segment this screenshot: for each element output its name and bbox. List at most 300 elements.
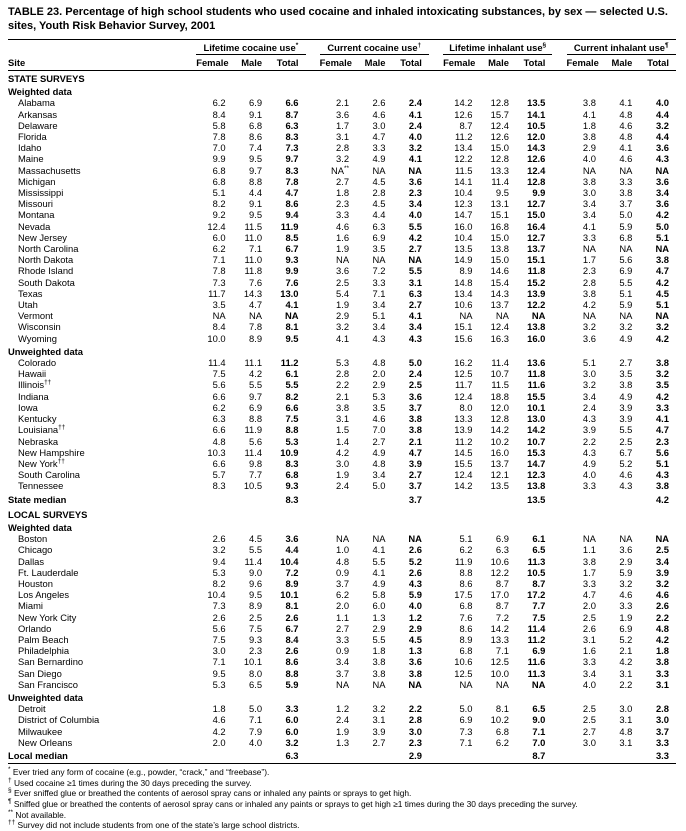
spacer <box>429 436 443 447</box>
value-cell: 15.3 <box>527 446 546 458</box>
site-cell: Iowa <box>18 401 38 413</box>
spacer <box>552 578 566 589</box>
spacer <box>186 288 196 299</box>
value-cell: 10.4 <box>454 231 473 243</box>
value-cell: 8.2 <box>285 390 299 402</box>
table-row <box>8 533 676 544</box>
value-cell: 5.5 <box>372 555 386 567</box>
value-cell: 11.2 <box>454 131 473 143</box>
spacer <box>306 413 320 424</box>
value-cell: 15.0 <box>490 231 509 243</box>
value-cell: 9.9 <box>285 265 299 277</box>
value-cell: 4.0 <box>249 736 263 748</box>
value-cell: 3.7 <box>408 401 422 413</box>
value-cell: 7.8 <box>212 265 226 277</box>
value-cell: 2.4 <box>582 401 596 413</box>
value-cell: 1.8 <box>336 187 350 199</box>
site-cell: Colorado <box>18 357 57 369</box>
value-cell: 4.4 <box>655 108 669 120</box>
column-header: Total <box>639 55 676 71</box>
value-cell: 8.8 <box>285 424 299 436</box>
value-cell: 16.8 <box>490 220 509 232</box>
value-cell: 4.6 <box>372 108 386 120</box>
spacer <box>186 567 196 578</box>
value-cell: 7.1 <box>372 287 386 299</box>
spacer <box>306 221 320 232</box>
value-cell: 2.6 <box>408 544 422 556</box>
site-cell: Palm Beach <box>18 633 69 645</box>
value-cell: 6.7 <box>619 446 633 458</box>
value-cell: 9.5 <box>212 667 226 679</box>
table-row <box>8 634 676 645</box>
spacer <box>306 333 320 344</box>
table-row <box>8 198 676 209</box>
table-body <box>8 71 676 764</box>
value-cell: 6.2 <box>495 736 509 748</box>
spacer <box>552 589 566 600</box>
spacer <box>306 447 320 458</box>
footnote: ** Not available. <box>8 808 67 820</box>
value-cell: 7.3 <box>285 142 299 154</box>
value-cell: 3.3 <box>336 633 350 645</box>
site-cell: Texas <box>18 287 43 299</box>
spacer <box>429 737 443 748</box>
spacer <box>306 492 320 507</box>
value-cell: 3.0 <box>655 714 669 726</box>
site-cell: North Dakota <box>18 254 74 266</box>
site-cell: New Orleans <box>18 736 73 748</box>
spacer <box>186 310 196 321</box>
value-cell: 8.7 <box>532 577 546 589</box>
value-cell: 11.8 <box>527 265 546 277</box>
spacer <box>552 333 566 344</box>
value-cell: 1.2 <box>408 611 422 623</box>
value-cell: 16.0 <box>527 332 546 344</box>
value-cell: 2.9 <box>619 555 633 567</box>
value-cell: 4.3 <box>619 480 633 492</box>
value-cell: NA <box>284 310 299 322</box>
value-cell: 1.3 <box>408 645 422 657</box>
spacer <box>306 357 320 368</box>
site-cell: Houston <box>18 577 53 589</box>
spacer <box>429 645 443 656</box>
spacer <box>429 277 443 288</box>
value-cell: 7.6 <box>285 276 299 288</box>
table-row <box>8 97 676 108</box>
value-cell: 8.1 <box>285 321 299 333</box>
spacer <box>306 645 320 656</box>
value-cell: 3.9 <box>408 457 422 469</box>
spacer <box>186 578 196 589</box>
table-row <box>8 277 676 288</box>
table-row <box>8 447 676 458</box>
value-cell: 6.3 <box>269 748 305 764</box>
spacer <box>552 480 566 491</box>
value-cell: 5.0 <box>619 209 633 221</box>
value-cell: 3.2 <box>582 321 596 333</box>
value-cell: 17.5 <box>454 589 473 601</box>
spacer <box>429 600 443 611</box>
spacer <box>552 131 566 142</box>
value-cell: 8.7 <box>495 577 509 589</box>
table-row <box>8 120 676 131</box>
value-cell: 7.5 <box>532 611 546 623</box>
value-cell: 3.2 <box>655 321 669 333</box>
value-cell: 10.4 <box>454 187 473 199</box>
value-cell: 3.1 <box>336 413 350 425</box>
value-cell: 7.7 <box>249 469 263 481</box>
value-cell: 14.1 <box>527 108 546 120</box>
value-cell: 2.1 <box>336 97 350 109</box>
value-cell: 13.9 <box>527 287 546 299</box>
value-cell: 14.2 <box>454 480 473 492</box>
value-cell: 1.3 <box>372 611 386 623</box>
value-cell: 11.5 <box>454 164 473 176</box>
spacer <box>186 480 196 491</box>
table-row <box>8 413 676 424</box>
value-cell: NA <box>249 310 263 322</box>
value-cell: 9.6 <box>249 577 263 589</box>
table-row <box>8 469 676 480</box>
spacer <box>186 333 196 344</box>
value-cell: 10.3 <box>207 446 226 458</box>
value-cell: 6.1 <box>285 368 299 380</box>
footnotes <box>8 767 678 831</box>
value-cell: 4.2 <box>655 209 669 221</box>
value-cell: 5.8 <box>372 589 386 601</box>
section-heading-row <box>8 84 676 97</box>
value-cell: 15.0 <box>490 254 509 266</box>
spacer <box>186 424 196 435</box>
value-cell: 11.9 <box>280 220 299 232</box>
value-cell: 7.1 <box>532 725 546 737</box>
value-cell: 8.7 <box>459 119 473 131</box>
spacer <box>429 544 443 555</box>
value-cell: 13.5 <box>490 480 509 492</box>
value-cell: 11.5 <box>491 379 509 391</box>
value-cell: 14.2 <box>527 424 546 436</box>
site-cell: Illinois†† <box>18 379 52 391</box>
column-header: Male <box>356 55 392 71</box>
value-cell: 3.2 <box>655 577 669 589</box>
value-cell: 9.0 <box>249 566 263 578</box>
spacer <box>429 187 443 198</box>
spacer <box>552 391 566 402</box>
value-cell: 1.9 <box>336 243 350 255</box>
value-cell: 9.1 <box>249 198 263 210</box>
value-cell <box>603 748 639 764</box>
value-cell: 15.2 <box>527 276 546 288</box>
value-cell <box>233 748 269 764</box>
spacer <box>429 458 443 469</box>
value-cell: 7.3 <box>459 725 473 737</box>
site-cell: Orlando <box>18 622 52 634</box>
value-cell: 2.5 <box>582 714 596 726</box>
spacer <box>429 679 443 690</box>
value-cell: 4.5 <box>249 533 263 545</box>
value-cell <box>480 492 516 507</box>
table-title: TABLE 23. Percentage of high school students who used cocaine and inhaled intoxicating substances, by sex — selected U.S. sites, Youth Risk Behavior Survey, 2001 <box>8 6 668 32</box>
section-heading: Weighted data <box>8 86 72 98</box>
value-cell: 8.7 <box>495 600 509 612</box>
value-cell: 4.8 <box>336 555 350 567</box>
value-cell: 2.2 <box>408 703 422 715</box>
spacer <box>552 277 566 288</box>
value-cell: 6.3 <box>212 413 226 425</box>
value-cell: 11.2 <box>527 633 546 645</box>
value-cell: 4.0 <box>408 209 422 221</box>
spacer <box>186 55 196 71</box>
spacer <box>552 492 566 507</box>
value-cell: 3.3 <box>655 667 669 679</box>
spacer <box>552 679 566 690</box>
value-cell: 1.8 <box>372 645 386 657</box>
spacer <box>552 645 566 656</box>
value-cell: 13.6 <box>527 357 546 369</box>
spacer <box>306 589 320 600</box>
value-cell: 6.8 <box>459 645 473 657</box>
spacer <box>186 436 196 447</box>
value-cell: 3.4 <box>655 187 669 199</box>
value-cell: 6.0 <box>372 600 386 612</box>
value-cell: 10.2 <box>490 714 509 726</box>
value-cell: 3.2 <box>582 379 596 391</box>
section-heading: Unweighted data <box>8 691 84 703</box>
spacer <box>552 40 566 55</box>
value-cell: 2.2 <box>655 611 669 623</box>
spacer <box>552 544 566 555</box>
value-cell: 9.7 <box>285 153 299 165</box>
spacer <box>429 447 443 458</box>
spacer <box>186 254 196 265</box>
spacer <box>306 97 320 108</box>
value-cell: 4.4 <box>655 131 669 143</box>
value-cell: 3.0 <box>582 187 596 199</box>
section-heading: LOCAL SURVEYS <box>8 508 88 520</box>
value-cell: 2.0 <box>336 600 350 612</box>
site-cell: Detroit <box>18 703 46 715</box>
table-row <box>8 321 676 332</box>
value-cell: 1.6 <box>336 231 350 243</box>
value-cell: NA <box>582 243 596 255</box>
value-cell: 3.8 <box>582 97 596 109</box>
value-cell: 15.6 <box>454 332 473 344</box>
value-cell: 14.8 <box>454 276 473 288</box>
section-heading: Weighted data <box>8 521 72 533</box>
value-cell: 10.5 <box>243 480 263 492</box>
value-cell: 1.9 <box>336 299 350 311</box>
value-cell: 3.9 <box>619 413 633 425</box>
spacer <box>186 40 196 55</box>
value-cell <box>567 492 603 507</box>
footnote: † Used cocaine ≥1 times during the 30 days preceding the survey. <box>8 776 252 788</box>
site-column-header: Site <box>8 55 186 71</box>
value-cell: 3.3 <box>639 748 676 764</box>
value-cell: 8.6 <box>459 577 473 589</box>
table-row <box>8 299 676 310</box>
table-row <box>8 679 676 690</box>
site-cell: North Carolina <box>18 243 79 255</box>
spacer <box>306 544 320 555</box>
value-cell <box>356 492 392 507</box>
value-cell: 3.3 <box>582 577 596 589</box>
spacer <box>552 288 566 299</box>
site-cell: Nevada <box>18 220 51 232</box>
value-cell: 6.3 <box>495 544 509 556</box>
value-cell: 11.2 <box>454 435 473 447</box>
spacer <box>186 623 196 634</box>
spacer <box>186 668 196 679</box>
spacer <box>186 265 196 276</box>
spacer <box>186 469 196 480</box>
value-cell: 3.1 <box>582 633 596 645</box>
value-cell: 3.9 <box>619 401 633 413</box>
spacer <box>552 379 566 390</box>
value-cell: 7.5 <box>212 633 226 645</box>
spacer <box>552 109 566 120</box>
table-row <box>8 391 676 402</box>
value-cell: 3.0 <box>372 119 386 131</box>
value-cell: 8.2 <box>212 577 226 589</box>
spacer <box>429 109 443 120</box>
site-cell: Michigan <box>18 175 56 187</box>
table-row <box>8 402 676 413</box>
value-cell: 7.9 <box>249 725 263 737</box>
site-cell: New York†† <box>18 457 65 469</box>
site-cell: Arkansas <box>18 108 58 120</box>
spacer <box>552 458 566 469</box>
value-cell: 6.9 <box>249 401 263 413</box>
value-cell: 3.4 <box>336 656 350 668</box>
spacer <box>306 748 320 764</box>
value-cell: 8.9 <box>285 577 299 589</box>
value-cell: 3.6 <box>655 142 669 154</box>
value-cell: 12.3 <box>454 198 473 210</box>
value-cell: 4.1 <box>582 220 596 232</box>
footnote-marker: ** <box>344 164 350 172</box>
value-cell: 6.9 <box>372 231 386 243</box>
spacer <box>186 120 196 131</box>
footnote-marker: ** <box>8 808 14 816</box>
value-cell: 14.9 <box>454 254 473 266</box>
spacer <box>306 668 320 679</box>
spacer <box>429 424 443 435</box>
spacer <box>552 533 566 544</box>
value-cell: 12.4 <box>454 390 473 402</box>
spacer <box>186 299 196 310</box>
table-row <box>8 333 676 344</box>
value-cell: 5.1 <box>212 187 226 199</box>
value-cell: 11.3 <box>527 555 546 567</box>
value-cell: 12.3 <box>527 469 546 481</box>
value-cell: 3.2 <box>336 321 350 333</box>
value-cell: 10.6 <box>454 656 473 668</box>
spacer <box>306 436 320 447</box>
value-cell <box>567 748 603 764</box>
value-cell: 6.8 <box>495 725 509 737</box>
value-cell: 3.4 <box>372 469 386 481</box>
table-row <box>8 612 676 623</box>
spacer <box>429 668 443 679</box>
spacer <box>429 265 443 276</box>
value-cell: 3.8 <box>655 480 669 492</box>
value-cell: 4.7 <box>285 187 299 199</box>
value-cell: 6.8 <box>249 119 263 131</box>
value-cell: 5.3 <box>212 566 226 578</box>
value-cell: 8.4 <box>212 108 226 120</box>
value-cell: 3.0 <box>582 368 596 380</box>
spacer <box>306 533 320 544</box>
value-cell: 7.3 <box>212 600 226 612</box>
value-cell: 7.6 <box>249 276 263 288</box>
value-cell: 5.4 <box>336 287 350 299</box>
footnote-marker: ¶ <box>665 41 669 49</box>
value-cell: 5.9 <box>408 589 422 601</box>
spacer <box>429 589 443 600</box>
value-cell: 3.0 <box>408 725 422 737</box>
value-cell <box>443 748 479 764</box>
value-cell: 15.5 <box>454 457 473 469</box>
value-cell: 4.3 <box>372 332 386 344</box>
section-heading-row <box>8 507 676 520</box>
table-row <box>8 458 676 469</box>
value-cell <box>320 748 356 764</box>
value-cell: 3.6 <box>408 175 422 187</box>
value-cell: 1.6 <box>582 645 596 657</box>
value-cell: 17.2 <box>527 589 546 601</box>
value-cell: 4.0 <box>655 97 669 109</box>
value-cell: 2.8 <box>372 187 386 199</box>
value-cell: 2.9 <box>372 622 386 634</box>
spacer <box>552 402 566 413</box>
value-cell: 2.6 <box>212 533 226 545</box>
spacer <box>429 221 443 232</box>
value-cell: 2.4 <box>336 714 350 726</box>
value-cell: 3.7 <box>408 493 422 505</box>
spacer <box>186 357 196 368</box>
value-cell: NA <box>582 533 596 545</box>
spacer <box>552 726 566 737</box>
column-group-label: Lifetime inhalant use§ <box>443 40 552 55</box>
value-cell: 3.6 <box>285 533 299 545</box>
site-cell: Milwaukee <box>18 725 63 737</box>
value-cell: 11.5 <box>244 220 263 232</box>
value-cell: NA <box>336 678 350 690</box>
value-cell: 12.4 <box>207 220 226 232</box>
spacer <box>429 357 443 368</box>
site-cell: Delaware <box>18 119 58 131</box>
site-cell: Florida <box>18 131 47 143</box>
value-cell: NA <box>336 533 350 545</box>
spacer <box>552 703 566 714</box>
value-cell: 4.8 <box>619 108 633 120</box>
value-cell: 7.5 <box>212 368 226 380</box>
spacer <box>552 556 566 567</box>
spacer <box>429 567 443 578</box>
spacer <box>186 533 196 544</box>
value-cell: 9.3 <box>285 254 299 266</box>
value-cell: 7.7 <box>532 600 546 612</box>
spacer <box>429 368 443 379</box>
site-cell: Massachusetts <box>18 164 81 176</box>
table-row <box>8 187 676 198</box>
value-cell: 6.2 <box>459 544 473 556</box>
value-cell: 3.2 <box>336 153 350 165</box>
spacer <box>429 165 443 176</box>
spacer <box>186 198 196 209</box>
spacer <box>306 265 320 276</box>
value-cell: 3.3 <box>582 656 596 668</box>
